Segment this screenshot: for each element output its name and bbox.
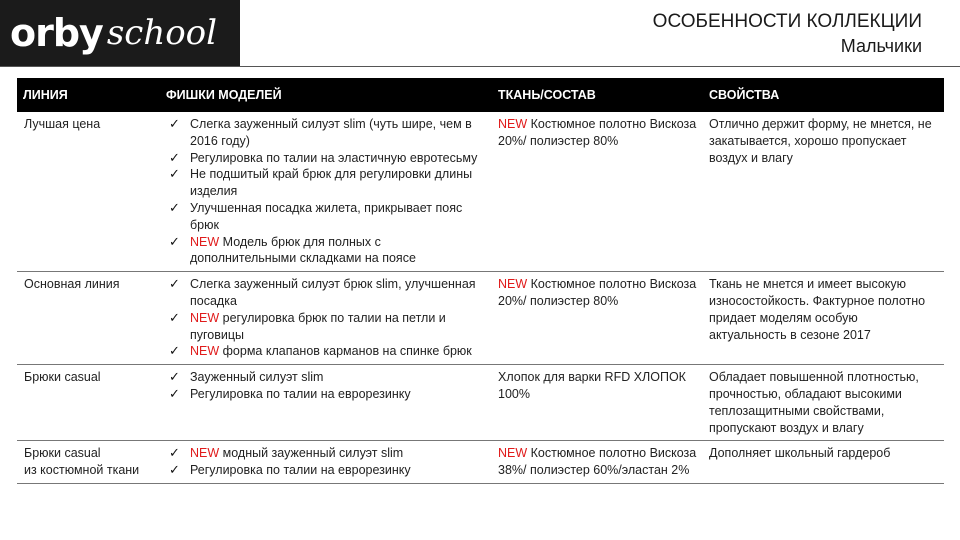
feature-text: Слегка зауженный силуэт slim (чуть шире, чем в 2016 году)	[190, 117, 472, 148]
collection-table	[17, 78, 944, 484]
feature-text: Улучшенная посадка жилета, прикрывает пояс брюк	[190, 200, 463, 232]
checkmark-icon: ✓	[169, 343, 180, 359]
feature-item	[166, 462, 486, 479]
feature-item	[166, 310, 486, 344]
cell-fabric	[492, 365, 703, 441]
new-badge: NEW	[190, 310, 220, 325]
line-name: Брюки casual	[24, 370, 101, 385]
table-row	[17, 365, 944, 441]
table-body	[17, 112, 944, 483]
col-header-properties: СВОЙСТВА	[703, 78, 944, 112]
checkmark-icon: ✓	[169, 445, 180, 461]
table-row	[17, 272, 944, 365]
line-name: Лучшая цена	[24, 117, 101, 131]
feature-text: Регулировка по талии на еврорезинку	[190, 386, 411, 401]
cell-features	[160, 441, 492, 484]
header-divider	[0, 66, 960, 67]
new-badge: NEW	[190, 344, 220, 359]
fabric-text: Костюмное полотно Вискоза 38%/ полиэстер 60%/эластан 2%	[498, 446, 697, 478]
feature-list	[166, 445, 486, 479]
feature-item	[166, 166, 486, 200]
feature-item	[166, 343, 486, 360]
feature-text: Регулировка по талии на эластичную евротесьму	[190, 150, 478, 165]
col-header-features: ФИШКИ МОДЕЛЕЙ	[160, 78, 492, 112]
cell-fabric	[492, 441, 703, 484]
cell-line	[17, 112, 160, 272]
checkmark-icon: ✓	[169, 309, 180, 325]
table-row	[17, 112, 944, 272]
new-badge: NEW	[498, 117, 528, 131]
header-title-block	[653, 10, 922, 58]
page-title: ОСОБЕННОСТИ КОЛЛЕКЦИИ	[652, 11, 922, 32]
cell-fabric	[492, 112, 703, 272]
checkmark-icon: ✓	[169, 149, 180, 165]
feature-item	[166, 234, 486, 268]
logo-script: school	[106, 13, 218, 53]
feature-text: Зауженный силуэт slim	[190, 370, 324, 385]
cell-features	[160, 272, 492, 365]
checkmark-icon: ✓	[169, 199, 180, 215]
checkmark-icon: ✓	[169, 462, 180, 478]
line-name: Брюки casual	[24, 446, 101, 461]
feature-item	[166, 116, 486, 150]
feature-item	[166, 369, 486, 386]
line-name: из костюмной ткани	[24, 463, 140, 478]
feature-text: Регулировка по талии на еврорезинку	[190, 463, 411, 478]
fabric-text: Хлопок для варки RFD ХЛОПОК 100%	[498, 370, 686, 401]
new-badge: NEW	[190, 234, 220, 249]
feature-text: Слегка зауженный силуэт брюк slim, улучшенная посадка	[190, 277, 476, 308]
table-header-row	[17, 78, 944, 112]
feature-text: Не подшитый край брюк для регулировки длины изделия	[190, 167, 473, 199]
feature-item	[166, 276, 486, 310]
checkmark-icon: ✓	[169, 116, 180, 131]
feature-text: форма клапанов карманов на спинке брюк	[219, 344, 472, 359]
checkmark-icon: ✓	[169, 276, 180, 292]
line-name: Основная линия	[24, 277, 120, 292]
feature-text: Модель брюк для полных с дополнительными складками на поясе	[190, 234, 416, 266]
cell-line	[17, 441, 160, 484]
feature-text: регулировка брюк по талии на петли и пуговицы	[190, 310, 446, 342]
feature-text: модный зауженный силуэт slim	[219, 446, 404, 461]
feature-item	[166, 150, 486, 167]
table-row	[17, 441, 944, 484]
new-badge: NEW	[498, 446, 528, 461]
cell-features	[160, 365, 492, 441]
cell-line	[17, 365, 160, 441]
feature-item	[166, 200, 486, 234]
new-badge: NEW	[498, 277, 528, 292]
feature-list	[166, 116, 486, 267]
cell-features	[160, 112, 492, 272]
col-header-fabric: ТКАНЬ/СОСТАВ	[492, 78, 703, 112]
cell-properties: Ткань не мнется и имеет высокую износостойкость. Фактурное полотно придает моделям особую актуальность в сезоне 2017	[703, 272, 944, 365]
cell-line	[17, 272, 160, 365]
feature-item	[166, 445, 486, 462]
fabric-text: Костюмное полотно Вискоза 20%/ полиэстер 80%	[498, 277, 697, 308]
checkmark-icon: ✓	[169, 369, 180, 385]
col-header-line: ЛИНИЯ	[17, 78, 160, 112]
checkmark-icon: ✓	[169, 166, 180, 182]
checkmark-icon: ✓	[169, 233, 180, 249]
page-subtitle: Мальчики	[840, 36, 922, 56]
cell-properties: Дополняет школьный гардероб	[703, 441, 944, 484]
cell-fabric	[492, 272, 703, 365]
fabric-text: Костюмное полотно Вискоза 20%/ полиэстер 80%	[498, 117, 697, 148]
feature-item	[166, 386, 486, 403]
new-badge: NEW	[190, 446, 220, 461]
cell-properties: Обладает повышенной плотностью, прочностью, обладают высокими теплозащитными свойствами, пропускают воздух и влагу	[703, 365, 944, 441]
logo-wordmark: orby	[10, 11, 103, 55]
checkmark-icon: ✓	[169, 385, 180, 401]
feature-list	[166, 276, 486, 360]
cell-properties: Отлично держит форму, не мнется, не закатывается, хорошо пропускает воздух и влагу	[703, 112, 944, 272]
feature-list	[166, 369, 486, 403]
brand-logo	[0, 0, 240, 66]
